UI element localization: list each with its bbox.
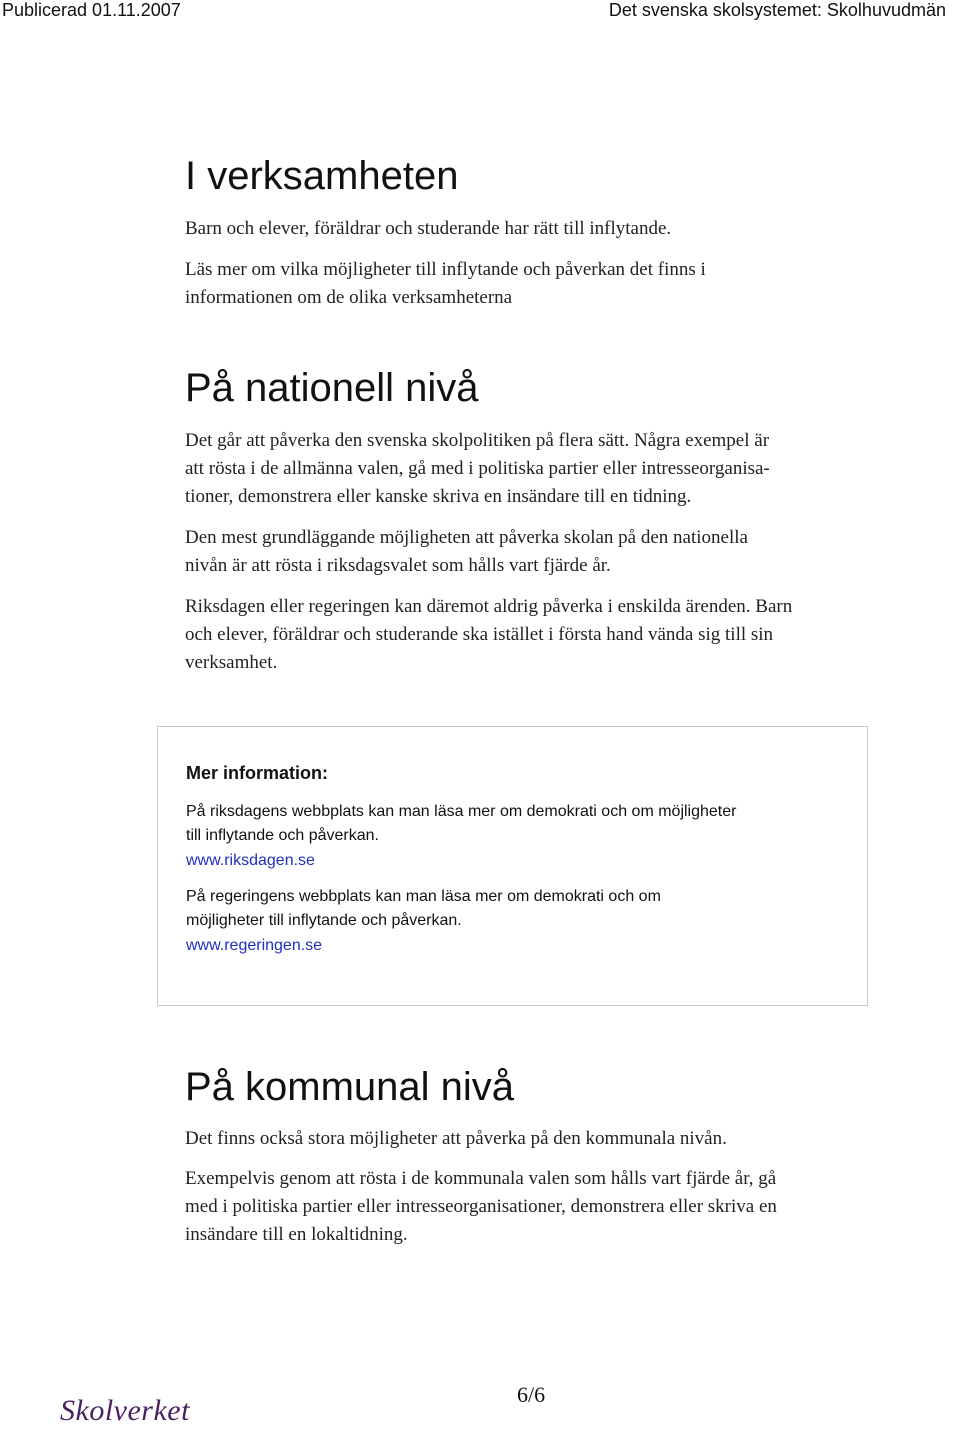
paragraph-line: nivån är att rösta i riksdagsvalet som hålls vart fjärde år. <box>185 555 611 576</box>
paragraph-line: att rösta i de allmänna valen, gå med i politiska partier eller intresseorganisa- <box>185 458 770 479</box>
heading-verksamheten: I verksamheten <box>185 154 459 198</box>
paragraph-line: informationen om de olika verksamheterna <box>185 287 513 308</box>
paragraph-nationell-2 <box>185 524 875 580</box>
page-number: 6/6 <box>517 1382 546 1407</box>
info-line: På regeringens webbplats kan man läsa mer om demokrati och om <box>186 888 661 905</box>
publication-date: Publicerad 01.11.2007 <box>2 0 181 20</box>
paragraph-line: tioner, demonstrera eller kanske skriva en insändare till en tidning. <box>185 486 692 507</box>
more-info-title: Mer information: <box>186 763 328 783</box>
regeringen-link[interactable]: www.regeringen.se <box>186 937 323 954</box>
paragraph-line: Läs mer om vilka möjligheter till inflytande och påverkan det finns i <box>185 259 706 280</box>
paragraph-line: och elever, föräldrar och studerande ska istället i första hand vända sig till sin <box>185 624 774 645</box>
paragraph-line: Exempelvis genom att rösta i de kommunala valen som hålls vart fjärde år, gå <box>185 1168 777 1189</box>
paragraph-verksamheten-1: Barn och elever, föräldrar och studerande har rätt till inflytande. <box>185 218 672 239</box>
paragraph-line: verksamhet. <box>185 652 278 673</box>
paragraph-kommunal-1: Det finns också stora möjligheter att påverka på den kommunala nivån. <box>185 1128 727 1149</box>
document-title: Det svenska skolsystemet: Skolhuvudmän <box>608 0 946 20</box>
paragraph-line: insändare till en lokaltidning. <box>185 1224 408 1245</box>
more-info-box <box>157 726 868 1006</box>
paragraph-line: Den mest grundläggande möjligheten att påverka skolan på den nationella <box>185 527 748 548</box>
riksdagen-info-text <box>186 800 856 848</box>
heading-kommunal: På kommunal nivå <box>185 1065 515 1109</box>
info-line: möjligheter till inflytande och påverkan. <box>186 912 462 929</box>
riksdagen-link[interactable]: www.riksdagen.se <box>186 852 315 869</box>
regeringen-info-text <box>186 885 856 933</box>
paragraph-line: med i politiska partier eller intresseorganisationer, demonstrera eller skriva en <box>185 1196 777 1217</box>
paragraph-nationell-1 <box>185 427 875 511</box>
paragraph-line: Riksdagen eller regeringen kan däremot aldrig påverka i enskilda ärenden. Barn <box>185 596 793 617</box>
paragraph-verksamheten-2 <box>185 256 875 312</box>
paragraph-kommunal-2 <box>185 1165 875 1249</box>
paragraph-line: Det går att påverka den svenska skolpolitiken på flera sätt. Några exempel är <box>185 430 770 451</box>
skolverket-logo: Skolverket <box>60 1394 190 1427</box>
info-line: På riksdagens webbplats kan man läsa mer om demokrati och om möjligheter <box>186 803 737 820</box>
heading-nationell: På nationell nivå <box>185 366 479 410</box>
info-line: till inflytande och påverkan. <box>186 827 379 844</box>
paragraph-nationell-3 <box>185 593 875 677</box>
